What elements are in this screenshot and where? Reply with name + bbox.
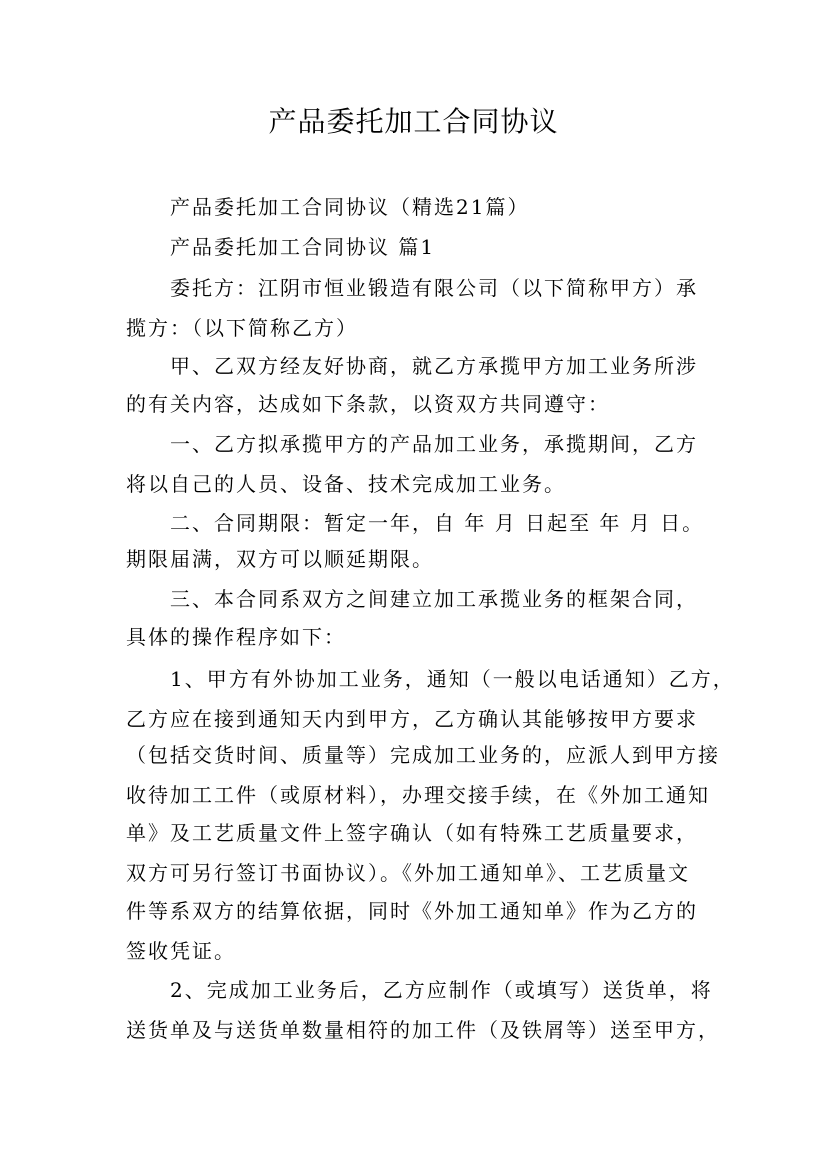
text-line: 具体的操作程序如下：: [126, 625, 346, 649]
text-line: 产品委托加工合同协议（精选21篇）: [126, 195, 530, 219]
text-line: 揽方：（以下简称乙方）: [126, 316, 358, 340]
text-line: 的有关内容，达成如下条款，以资双方共同遵守：: [126, 392, 610, 416]
text-line: 1、甲方有外协加工业务，通知（一般以电话通知）乙方，: [126, 667, 735, 691]
text-line: 单》及工艺质量文件上签字确认（如有特殊工艺质量要求，: [126, 821, 698, 845]
text-line: 签收凭证。: [126, 939, 236, 963]
text-line: 二、合同期限：暂定一年，自 年 月 日起至 年 月 日。: [126, 511, 705, 535]
text-line: 甲、乙双方经友好协商，就乙方承揽甲方加工业务所涉: [126, 354, 698, 378]
text-line: 乙方应在接到通知天内到甲方，乙方确认其能够按甲方要求: [126, 707, 698, 731]
text-line: 产品委托加工合同协议 篇1: [126, 235, 436, 259]
document-title: 产品委托加工合同协议: [268, 105, 559, 138]
text-line: 送货单及与送货单数量相符的加工件（及铁屑等）送至甲方，: [126, 1018, 720, 1042]
text-line: 将以自己的人员、设备、技术完成加工业务。: [126, 472, 566, 496]
text-line: 期限届满，双方可以顺延期限。: [126, 547, 434, 571]
text-line: 件等系双方的结算依据，同时《外加工通知单》作为乙方的: [126, 899, 698, 923]
text-line: （包括交货时间、质量等）完成加工业务的，应派人到甲方接: [126, 743, 720, 767]
text-line: 收待加工工件（或原材料），办理交接手续，在《外加工通知: [126, 783, 710, 807]
text-line: 委托方：江阴市恒业锻造有限公司（以下简称甲方）承: [126, 276, 698, 300]
text-line: 双方可另行签订书面协议）。《外加工通知单》、工艺质量文: [126, 861, 690, 885]
text-line: 一、乙方拟承揽甲方的产品加工业务，承揽期间，乙方: [126, 432, 698, 456]
text-line: 三、本合同系双方之间建立加工承揽业务的框架合同，: [126, 587, 698, 611]
text-line: 2、完成加工业务后，乙方应制作（或填写）送货单，将: [126, 978, 713, 1002]
